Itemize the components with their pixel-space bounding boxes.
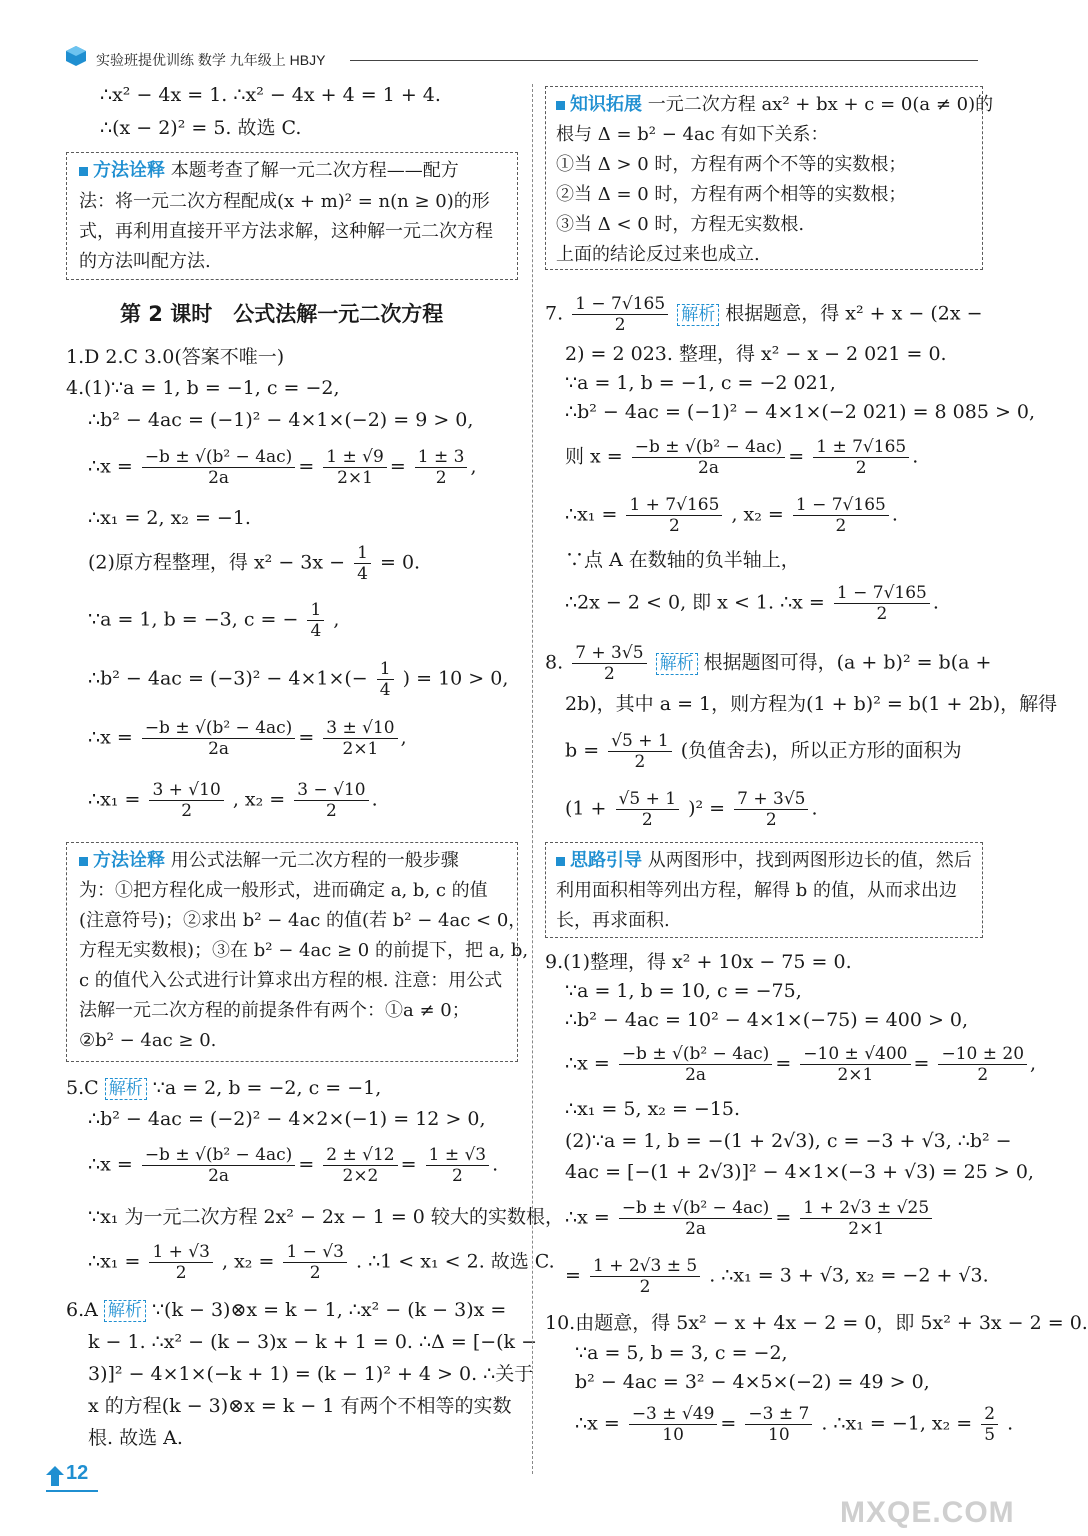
knowledge-box xyxy=(545,86,994,270)
q4-line-2: ∴b² − 4ac = (−1)² − 4×1×(−2) = 9 > 0, xyxy=(88,409,474,431)
page-arrow-icon xyxy=(46,1466,64,1486)
q4-line-8: ∴x = $\frac{\text{−b ± √(b² − 4ac)}}{2a}$ = $\frac{3 \pm √10}{2\times 1}$ , xyxy=(88,718,407,759)
q9-line-7: 4ac = [−(1 + 2√3)]² − 4×1×(−3 + √3) = 25 > 0, xyxy=(565,1161,1034,1183)
q9-line-6: (2)∵a = 1, b = −(1 + 2√3), c = −3 + √3, ∴b² − xyxy=(565,1130,1012,1152)
method-line: c 的值代入公式进行计算求出方程的根. 注意：用公式 xyxy=(79,970,503,991)
method-line: 法解一元二次方程的前提条件有两个：①a ≠ 0； xyxy=(79,1000,470,1021)
q9-line-3: ∴b² − 4ac = 10² − 4×1×(−75) = 400 > 0, xyxy=(565,1009,969,1031)
left-top-line-2: ∴(x − 2)² = 5. 故选 C. xyxy=(100,117,302,139)
method-line: ②b² − 4ac ≥ 0. xyxy=(79,1030,217,1051)
q6-line-2: k − 1. ∴x² − (k − 3)x − k + 1 = 0. ∴Δ = [−(k − xyxy=(88,1331,538,1353)
q7-line-7: ∵点 A 在数轴的负半轴上， xyxy=(565,549,800,571)
q8-line-2: 2b)，其中 a = 1，则方程为(1 + b)² = b(1 + 2b)，解得 xyxy=(565,693,1058,715)
q7-line-8: ∴2x − 2 < 0, 即 x < 1. ∴x = $\frac{1 - 7√165}{2}$ . xyxy=(565,583,939,624)
page-number-underline xyxy=(46,1490,98,1492)
knowledge-line: 根与 Δ = b² − 4ac 有如下关系： xyxy=(556,124,829,145)
knowledge-line: 上面的结论反过来也成立. xyxy=(556,244,760,265)
page-number: 12 xyxy=(66,1462,89,1484)
q5-line-2: ∴b² − 4ac = (−2)² − 4×2×(−1) = 12 > 0, xyxy=(88,1108,486,1130)
method-tag: 方法诠释 xyxy=(93,850,165,871)
header-text: 实验班提优训练 数学 九年级上 HBJY xyxy=(96,52,326,68)
q9-line-5: ∴x₁ = 5, x₂ = −15. xyxy=(565,1098,741,1120)
method-line: 为：①把方程化成一般形式，进而确定 a, b, c 的值 xyxy=(79,880,488,901)
method-tag: 方法诠释 xyxy=(93,160,165,181)
knowledge-line: 一元二次方程 ax² + bx + c = 0(a ≠ 0)的 xyxy=(647,94,994,115)
left-top-line-1: ∴x² − 4x = 1. ∴x² − 4x + 4 = 1 + 4. xyxy=(100,84,441,106)
header-rule xyxy=(350,60,978,61)
square-icon xyxy=(79,857,88,866)
q123-line: 1.D 2.C 3.0(答案不唯一) xyxy=(66,346,285,368)
q7-line-5: 则 x = $\frac{\text{−b ± √(b² − 4ac)}}{2a}$ = $\frac{1 \pm 7√165}{2}$ . xyxy=(565,437,919,478)
square-icon xyxy=(556,101,565,110)
q5-line-4: ∵x₁ 为一元二次方程 2x² − 2x − 1 = 0 较大的实数根， xyxy=(88,1206,564,1228)
knowledge-line: ①当 Δ > 0 时，方程有两个不等的实数根； xyxy=(556,154,907,175)
q8-line-1: 8. $\frac{7 + 3√5}{2}$ 解析 根据题图可得，(a + b)² = b(a + xyxy=(545,643,992,684)
q10-line-3: b² − 4ac = 3² − 4×5×(−2) = 49 > 0, xyxy=(575,1371,930,1393)
q4-line-1: 4.(1)∵a = 1, b = −1, c = −2, xyxy=(66,377,340,399)
column-divider xyxy=(532,84,533,1474)
q7-line-1: 7. $\frac{1 - 7√165}{2}$ 解析 根据题意，得 x² + x − (2x − xyxy=(545,294,983,335)
q8-line-3: b = $\frac{√5 + 1}{2}$ (负值舍去)，所以正方形的面积为 xyxy=(565,731,962,772)
method-line: 本题考查了解一元二次方程——配方 xyxy=(170,160,459,181)
q10-line-2: ∵a = 5, b = 3, c = −2, xyxy=(575,1342,788,1364)
method-line: 方程无实数根)；③在 b² − 4ac ≥ 0 的前提下，把 a, b, xyxy=(79,940,529,961)
idea-tag: 思路引导 xyxy=(570,850,642,871)
idea-line: 利用面积相等列出方程，解得 b 的值，从而求出边 xyxy=(556,880,957,901)
header-logo-icon xyxy=(64,44,88,68)
q5-line-3: ∴x = $\frac{\text{−b ± √(b² − 4ac)}}{2a}$ = $\frac{2 \pm √12}{2\times 2}$ = $\frac{1 \pm √3}{2}$ . xyxy=(88,1145,499,1186)
q5-line-5: ∴x₁ = $\frac{1 + √3}{2}$ , x₂ = $\frac{1 - √3}{2}$ . ∴1 < x₁ < 2. 故选 C. xyxy=(88,1242,555,1283)
q9-line-4: ∴x = $\frac{\text{−b ± √(b² − 4ac)}}{2a}$ = $\frac{-10 \pm √400}{2\times 1}$ = $\frac{-10 \pm 20}{2}$ , xyxy=(565,1044,1037,1085)
q6-line-5: 根. 故选 A. xyxy=(88,1427,183,1449)
watermark: MXQE.COM xyxy=(840,1496,1015,1529)
method-line: 式，再利用直接开平方法求解，这种解一元二次方程 xyxy=(79,221,493,242)
idea-line: 从两图形中，找到两图形边长的值，然后 xyxy=(647,850,972,871)
q4-line-5: (2)原方程整理，得 x² − 3x − $\frac{1}{4}$ = 0. xyxy=(88,543,421,584)
q7-line-4: ∴b² − 4ac = (−1)² − 4×1×(−2 021) = 8 085 > 0, xyxy=(565,401,1036,423)
q6-line-4: x 的方程(k − 3)⊗x = k − 1 有两个不相等的实数 xyxy=(88,1395,512,1417)
method-line: (注意符号)；②求出 b² − 4ac 的值(若 b² − 4ac < 0， xyxy=(79,910,527,931)
q8-line-4: (1 + $\frac{√5 + 1}{2}$ )² = $\frac{7 + 3√5}{2}$ . xyxy=(565,789,818,830)
section-title: 第 2 课时 公式法解一元二次方程 xyxy=(120,302,444,326)
method-line: 法：将一元二次方程配成(x + m)² = n(n ≥ 0)的形 xyxy=(79,191,490,212)
idea-line: 长，再求面积. xyxy=(556,910,670,931)
square-icon xyxy=(79,167,88,176)
q9-line-8: ∴x = $\frac{\text{−b ± √(b² − 4ac)}}{2a}$ = $\frac{1 + 2√3 \pm √25}{2\times 1}$ xyxy=(565,1198,935,1239)
q9-line-2: ∵a = 1, b = 10, c = −75, xyxy=(565,980,802,1002)
q7-line-2: 2) = 2 023. 整理，得 x² − x − 2 021 = 0. xyxy=(565,343,947,365)
q7-line-6: ∴x₁ = $\frac{1 + 7√165}{2}$ , x₂ = $\frac{1 - 7√165}{2}$ . xyxy=(565,495,898,536)
method-line: 用公式法解一元二次方程的一般步骤 xyxy=(170,850,459,871)
knowledge-line: ②当 Δ = 0 时，方程有两个相等的实数根； xyxy=(556,184,907,205)
method-box-2 xyxy=(66,842,529,1062)
idea-box xyxy=(545,842,983,938)
q10-line-4: ∴x = $\frac{-3 \pm √49}{10}$ = $\frac{-3 \pm 7}{10}$ . ∴x₁ = −1, x₂ = $\frac{2}{5}$ . xyxy=(575,1404,1014,1445)
q6-line-1: 6.A 解析 ∵(k − 3)⊗x = k − 1, ∴x² − (k − 3)x = xyxy=(66,1299,507,1321)
q4-line-7: ∴b² − 4ac = (−3)² − 4×1×(− $\frac{1}{4}$ ) = 10 > 0, xyxy=(88,659,509,700)
method-box-1 xyxy=(66,152,518,280)
knowledge-tag: 知识拓展 xyxy=(570,94,642,115)
q5-line-1: 5.C 解析 ∵a = 2, b = −2, c = −1, xyxy=(66,1077,382,1099)
q4-line-3: ∴x = $\frac{\text{−b ± √(b² − 4ac)}}{2a}$ = $\frac{1 \pm √9}{2\times 1}$ = $\frac{1 \pm 3}{2}$ , xyxy=(88,447,477,488)
q4-line-9: ∴x₁ = $\frac{3 + √10}{2}$ , x₂ = $\frac{3 - √10}{2}$ . xyxy=(88,780,378,821)
q7-line-3: ∵a = 1, b = −1, c = −2 021, xyxy=(565,372,836,394)
q9-line-9: = $\frac{1 + 2√3 \pm 5}{2}$ . ∴x₁ = 3 + √3, x₂ = −2 + √3. xyxy=(565,1256,989,1297)
square-icon xyxy=(556,857,565,866)
q9-line-1: 9.(1)整理，得 x² + 10x − 75 = 0. xyxy=(545,951,852,973)
knowledge-line: ③当 Δ < 0 时，方程无实数根. xyxy=(556,214,805,235)
q4-line-6: ∵a = 1, b = −3, c = − $\frac{1}{4}$ , xyxy=(88,600,340,641)
q6-line-3: 3)]² − 4×1×(−k + 1) = (k − 1)² + 4 > 0. ∴关于 xyxy=(88,1363,534,1385)
q4-line-4: ∴x₁ = 2, x₂ = −1. xyxy=(88,507,251,529)
q10-line-1: 10.由题意，得 5x² − x + 4x − 2 = 0，即 5x² + 3x − 2 = 0. xyxy=(545,1312,1088,1334)
method-line: 的方法叫配方法. xyxy=(79,251,211,272)
